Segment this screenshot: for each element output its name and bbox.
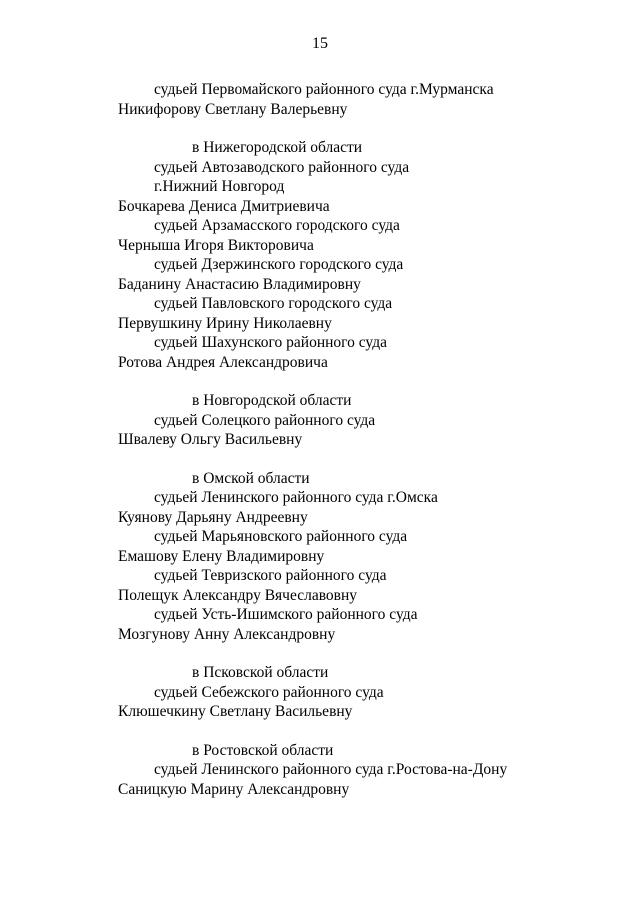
- judge-name: Первушкину Ирину Николаевну: [118, 314, 332, 332]
- court-line: судьей Шахунского районного суда: [154, 334, 387, 351]
- region-heading: в Нижегородской области: [192, 139, 363, 156]
- page-number: 15: [312, 35, 328, 52]
- judge-name: Емашову Елену Владимировну: [118, 547, 325, 565]
- region-heading: в Псковской области: [192, 664, 329, 681]
- judge-name: Швалеву Ольгу Васильевну: [118, 431, 303, 448]
- court-line: судьей Арзамасского городского суда: [154, 217, 400, 234]
- paragraph-gap: [118, 372, 618, 391]
- judge-name: Клюшечкину Светлану Васильевну: [118, 703, 353, 720]
- court-line: судьей Первомайского районного суда г.Мурманска: [154, 81, 494, 98]
- judge-name: Бочкарева Дениса Дмитриевича: [118, 197, 330, 215]
- court-line: г.Нижний Новгород: [154, 178, 285, 195]
- court-line: судьей Ленинского районного суда г.Омска: [154, 489, 438, 506]
- judge-name: Куянову Дарьяну Андреевну: [118, 508, 308, 526]
- paragraph-gap: [118, 450, 618, 469]
- judge-name: Ротова Андрея Александровича: [118, 353, 328, 371]
- court-line: судьей Усть-Ишимского районного суда: [154, 606, 418, 623]
- region-heading: в Ростовской области: [192, 741, 334, 759]
- court-line: судьей Себежского районного суда: [154, 683, 384, 701]
- judge-name: Полещук Александру Вячеславовну: [118, 586, 358, 604]
- judge-name: Баданину Анастасию Владимировну: [118, 275, 361, 293]
- court-line: судьей Автозаводского районного суда: [154, 158, 410, 176]
- court-line: судьей Дзержинского городского суда: [154, 256, 404, 273]
- judge-name: Мозгунову Анну Александровну: [118, 625, 336, 643]
- judge-name: Саницкую Марину Александровну: [118, 780, 350, 798]
- document-body: [118, 80, 618, 799]
- court-line: судьей Марьяновского районного суда: [154, 528, 408, 545]
- region-heading: в Омской области: [192, 469, 310, 487]
- court-line: судьей Тевризского районного суда: [154, 567, 387, 584]
- judge-name: Никифорову Светлану Валерьевну: [118, 100, 348, 118]
- judge-name: Черныша Игоря Викторовича: [118, 236, 314, 254]
- court-line: судьей Ленинского районного суда г.Ростова-на-Дону: [154, 761, 508, 778]
- paragraph-gap: [118, 119, 618, 138]
- court-line: судьей Павловского городского суда: [154, 295, 393, 312]
- court-line: судьей Солецкого районного суда: [154, 411, 376, 429]
- paragraph-gap: [118, 722, 618, 741]
- paragraph-gap: [118, 644, 618, 663]
- region-heading: в Новгородской области: [192, 392, 352, 409]
